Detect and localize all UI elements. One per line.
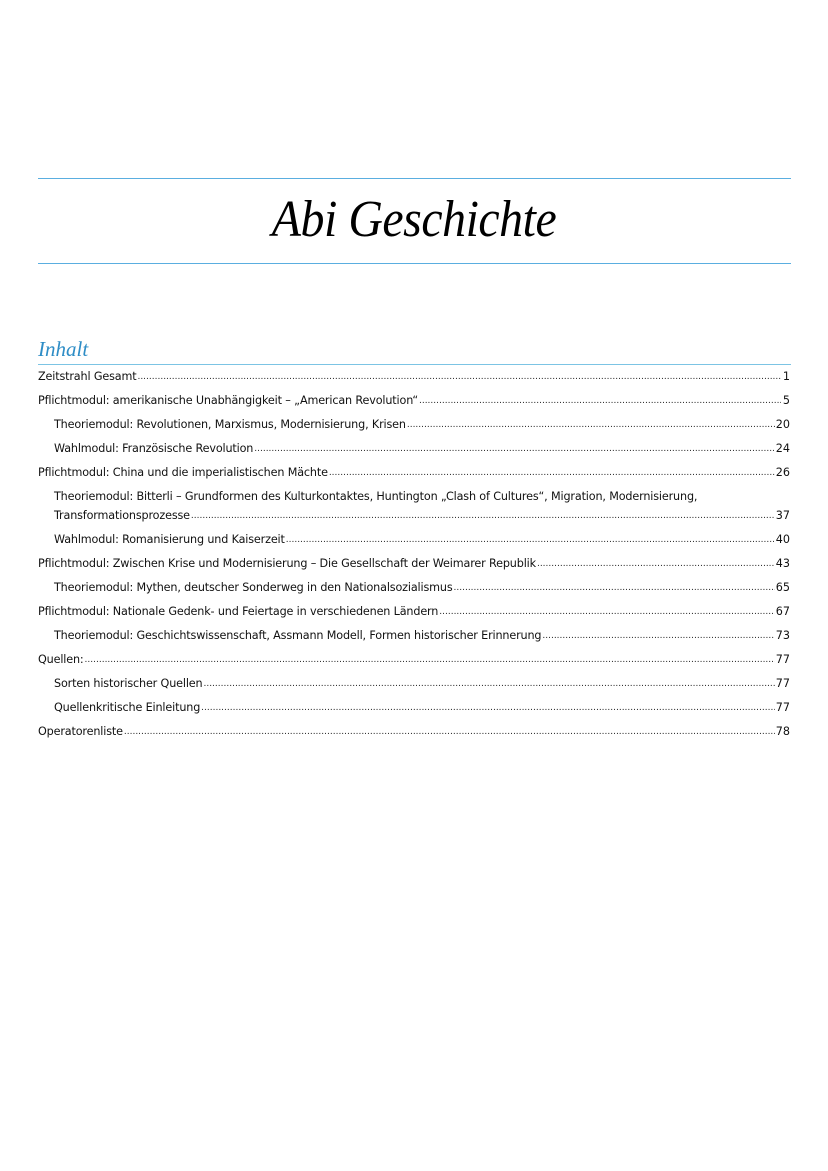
toc-entry[interactable] xyxy=(38,441,790,456)
toc-entry-label: Wahlmodul: Französische Revolution xyxy=(54,442,254,455)
toc-entry-page: 37 xyxy=(775,509,790,522)
toc-entry-page: 26 xyxy=(775,466,790,479)
toc-entry-label: Theoriemodul: Revolutionen, Marxismus, Modernisierung, Krisen xyxy=(54,418,406,431)
toc-entry[interactable] xyxy=(38,393,790,408)
toc-entry-page: 20 xyxy=(775,418,790,431)
toc-leader-dots xyxy=(542,630,774,643)
toc-leader-dots xyxy=(537,558,775,571)
toc-entry-page: 77 xyxy=(775,677,790,690)
toc-entry-label-line1: Theoriemodul: Bitterli – Grundformen des Kulturkontaktes, Huntington „Clash of Cultures“, Migration, Modernisierung, xyxy=(54,490,698,503)
toc-leader-dots xyxy=(329,467,775,480)
toc-leader-dots xyxy=(454,582,775,595)
toc-leader-dots xyxy=(439,606,774,619)
toc-entry-label: Pflichtmodul: Zwischen Krise und Modernisierung – Die Gesellschaft der Weimarer Republik xyxy=(38,557,536,570)
toc-entry-page: 78 xyxy=(775,725,790,738)
toc-entry[interactable] xyxy=(38,369,790,384)
title-top-rule xyxy=(38,178,791,179)
toc-entry-label: Pflichtmodul: amerikanische Unabhängigkeit – „American Revolution“ xyxy=(38,394,418,407)
toc-entry-page: 77 xyxy=(775,653,790,666)
toc-entry[interactable] xyxy=(38,676,790,691)
toc-entry-label: Pflichtmodul: Nationale Gedenk- und Feiertage in verschiedenen Ländern xyxy=(38,605,439,618)
toc-entry-page: 24 xyxy=(775,442,790,455)
toc-entry-line2 xyxy=(54,508,790,523)
toc-entry[interactable] xyxy=(38,556,790,571)
toc-entry-label: Quellenkritische Einleitung xyxy=(54,701,201,714)
toc-heading: Inhalt xyxy=(38,337,89,361)
toc-entry-page: 40 xyxy=(775,533,790,546)
toc-entry-label: Pflichtmodul: China und die imperialistischen Mächte xyxy=(38,466,328,479)
toc-entry-multiline[interactable] xyxy=(38,489,790,523)
toc-entry-page: 1 xyxy=(782,370,790,383)
toc-leader-dots xyxy=(286,534,775,547)
toc-leader-dots xyxy=(201,702,775,715)
toc-entry[interactable] xyxy=(38,604,790,619)
toc-entry-label: Zeitstrahl Gesamt xyxy=(38,370,137,383)
toc-entry[interactable] xyxy=(38,465,790,480)
toc-leader-dots xyxy=(85,654,775,667)
toc-entry-label: Quellen: xyxy=(38,653,84,666)
toc-leader-dots xyxy=(254,443,775,456)
toc-entry-label: Wahlmodul: Romanisierung und Kaiserzeit xyxy=(54,533,285,546)
toc-heading-rule xyxy=(38,364,791,365)
toc-entry-page: 67 xyxy=(775,605,790,618)
document-title: Abi Geschichte xyxy=(271,191,557,248)
title-bottom-rule xyxy=(38,263,791,264)
toc-leader-dots xyxy=(419,395,781,408)
toc-entry-page: 77 xyxy=(775,701,790,714)
toc-leader-dots xyxy=(407,419,775,432)
toc-entry[interactable] xyxy=(38,628,790,643)
toc-entry-page: 65 xyxy=(775,581,790,594)
toc-entry-label: Operatorenliste xyxy=(38,725,123,738)
toc-entry-page: 43 xyxy=(775,557,790,570)
toc-leader-dots xyxy=(203,678,774,691)
toc-entry[interactable] xyxy=(38,417,790,432)
toc-entry[interactable] xyxy=(38,580,790,595)
toc-entry-page: 5 xyxy=(782,394,790,407)
toc-leader-dots xyxy=(137,371,781,384)
toc-entry[interactable] xyxy=(38,724,790,739)
toc-entry-page: 73 xyxy=(775,629,790,642)
toc-entry-label: Transformationsprozesse xyxy=(54,509,190,522)
toc-entry[interactable] xyxy=(38,652,790,667)
table-of-contents xyxy=(38,366,790,739)
toc-entry-label: Theoriemodul: Mythen, deutscher Sonderweg in den Nationalsozialismus xyxy=(54,581,453,594)
toc-leader-dots xyxy=(124,726,775,739)
toc-entry-label: Theoriemodul: Geschichtswissenschaft, Assmann Modell, Formen historischer Erinnerung xyxy=(54,629,542,642)
toc-leader-dots xyxy=(191,510,775,523)
toc-entry[interactable] xyxy=(38,532,790,547)
toc-entry[interactable] xyxy=(38,700,790,715)
toc-entry-label: Sorten historischer Quellen xyxy=(54,677,203,690)
